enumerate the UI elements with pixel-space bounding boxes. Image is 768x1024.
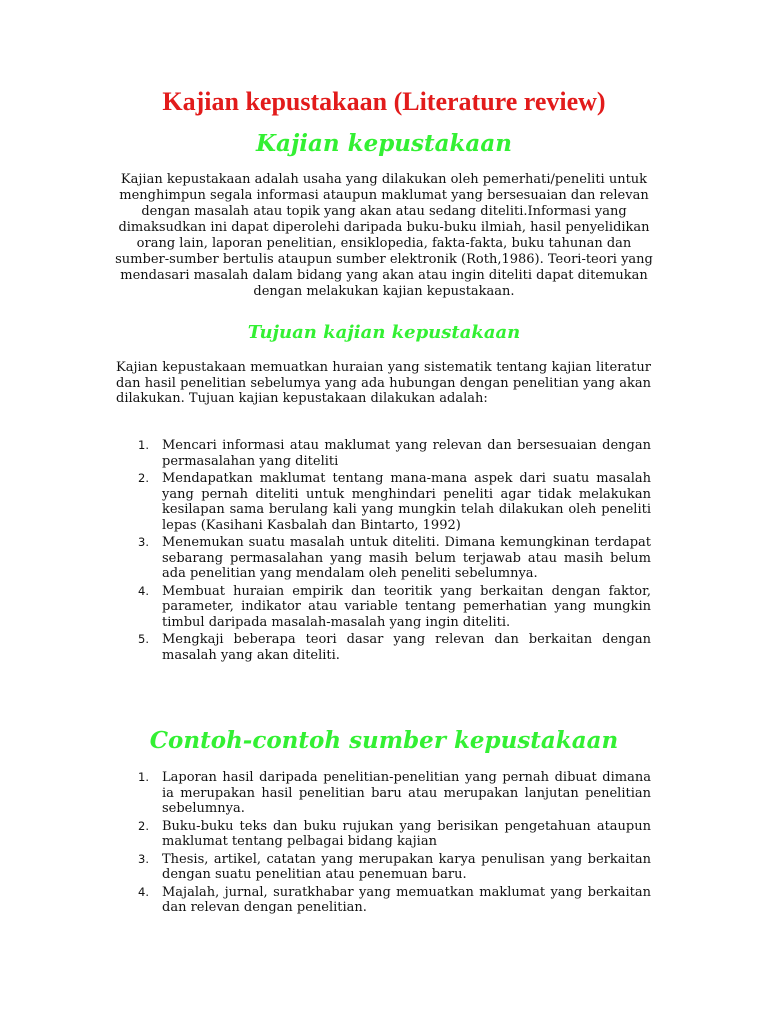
list-item-text: Mendapatkan maklumat tentang mana-mana aspek dari suatu masalah yang pernah diteliti untuk menghindari peneliti agar tidak melakukan kesilapan sama berulang kali yang mungkin telah dilakukan oleh peneliti lepas (Kasihani Kasbalah dan Bintarto, 1992) — [162, 471, 651, 533]
list-item — [116, 471, 651, 533]
list-number: 2. — [138, 818, 149, 833]
list-number: 4. — [138, 583, 149, 598]
list-number: 1. — [138, 770, 149, 784]
list-item — [116, 584, 651, 631]
list-item — [116, 535, 651, 582]
list-item — [116, 438, 651, 469]
list-item — [116, 770, 651, 817]
list-number: 2. — [138, 471, 149, 485]
list-number: 4. — [138, 884, 149, 899]
list-item — [116, 852, 651, 883]
section-heading-tujuan: Tujuan kajian kepustakaan — [247, 322, 521, 343]
list-item — [116, 819, 651, 850]
list-number: 5. — [138, 632, 149, 646]
list-item-text: Buku-buku teks dan buku rujukan yang berisikan pengetahuan ataupun maklumat tentang pelbagai bidang kajian — [162, 818, 651, 849]
list-number: 3. — [138, 851, 149, 866]
list-item-text: Mencari informasi atau maklumat yang relevan dan bersesuaian dengan permasalahan yang diteliti — [162, 438, 651, 469]
list-item-text: Laporan hasil daripada penelitian-penelitian yang pernah dibuat dimana ia merupakan hasil penelitian baru atau merupakan lanjutan penelitian sebelumnya. — [162, 770, 651, 816]
contoh-list — [116, 770, 651, 918]
page-title: Kajian kepustakaan (Literature review) — [162, 87, 606, 116]
list-item — [116, 885, 651, 916]
list-item-text: Majalah, jurnal, suratkhabar yang memuatkan maklumat yang berkaitan dan relevan dengan penelitian. — [162, 884, 651, 915]
list-item-text: Menemukan suatu masalah untuk diteliti. Dimana kemungkinan terdapat sebarang permasalahan yang masih belum terjawab atau masih belum ada penelitian yang mendalam oleh peneliti sebelumnya. — [162, 535, 651, 581]
list-number: 3. — [138, 535, 149, 549]
list-item-text: Thesis, artikel, catatan yang merupakan karya penulisan yang berkaitan dengan suatu penelitian atau penemuan baru. — [162, 851, 651, 882]
tujuan-paragraph: Kajian kepustakaan memuatkan huraian yang sistematik tentang kajian literatur dan hasil penelitian sebelumya yang ada hubungan dengan penelitian yang akan dilakukan. Tujuan kajian kepustakaan dilakukan adalah: — [116, 360, 651, 406]
list-item — [116, 632, 651, 663]
section-heading-kajian: Kajian kepustakaan — [256, 130, 512, 157]
list-number: 1. — [138, 438, 149, 452]
intro-paragraph: Kajian kepustakaan adalah usaha yang dilakukan oleh pemerhati/peneliti untuk menghimpun segala informasi ataupun maklumat yang bersesuaian dan relevan dengan masalah atau topik yang akan atau sedang diteliti.Informasi yang dimaksudkan ini dapat diperolehi daripada buku-buku ilmiah, hasil penyelidikan orang lain, laporan penelitian, ensiklopedia, fakta-fakta, buku tahunan dan sumber-sumber bertulis ataupun sumber elektronik (Roth,1986). Teori-teori yang mendasari masalah dalam bidang yang akan atau ingin diteliti dapat ditemukan dengan melakukan kajian kepustakaan. — [115, 172, 653, 299]
list-item-text: Mengkaji beberapa teori dasar yang relevan dan berkaitan dengan masalah yang akan diteliti. — [162, 632, 651, 663]
section-heading-contoh: Contoh-contoh sumber kepustakaan — [149, 727, 619, 754]
list-item-text: Membuat huraian empirik dan teoritik yang berkaitan dengan faktor, parameter, indikator atau variable tentang pemerhatian yang mungkin timbul daripada masalah-masalah yang ingin diteliti. — [162, 583, 651, 630]
tujuan-list — [116, 438, 651, 665]
